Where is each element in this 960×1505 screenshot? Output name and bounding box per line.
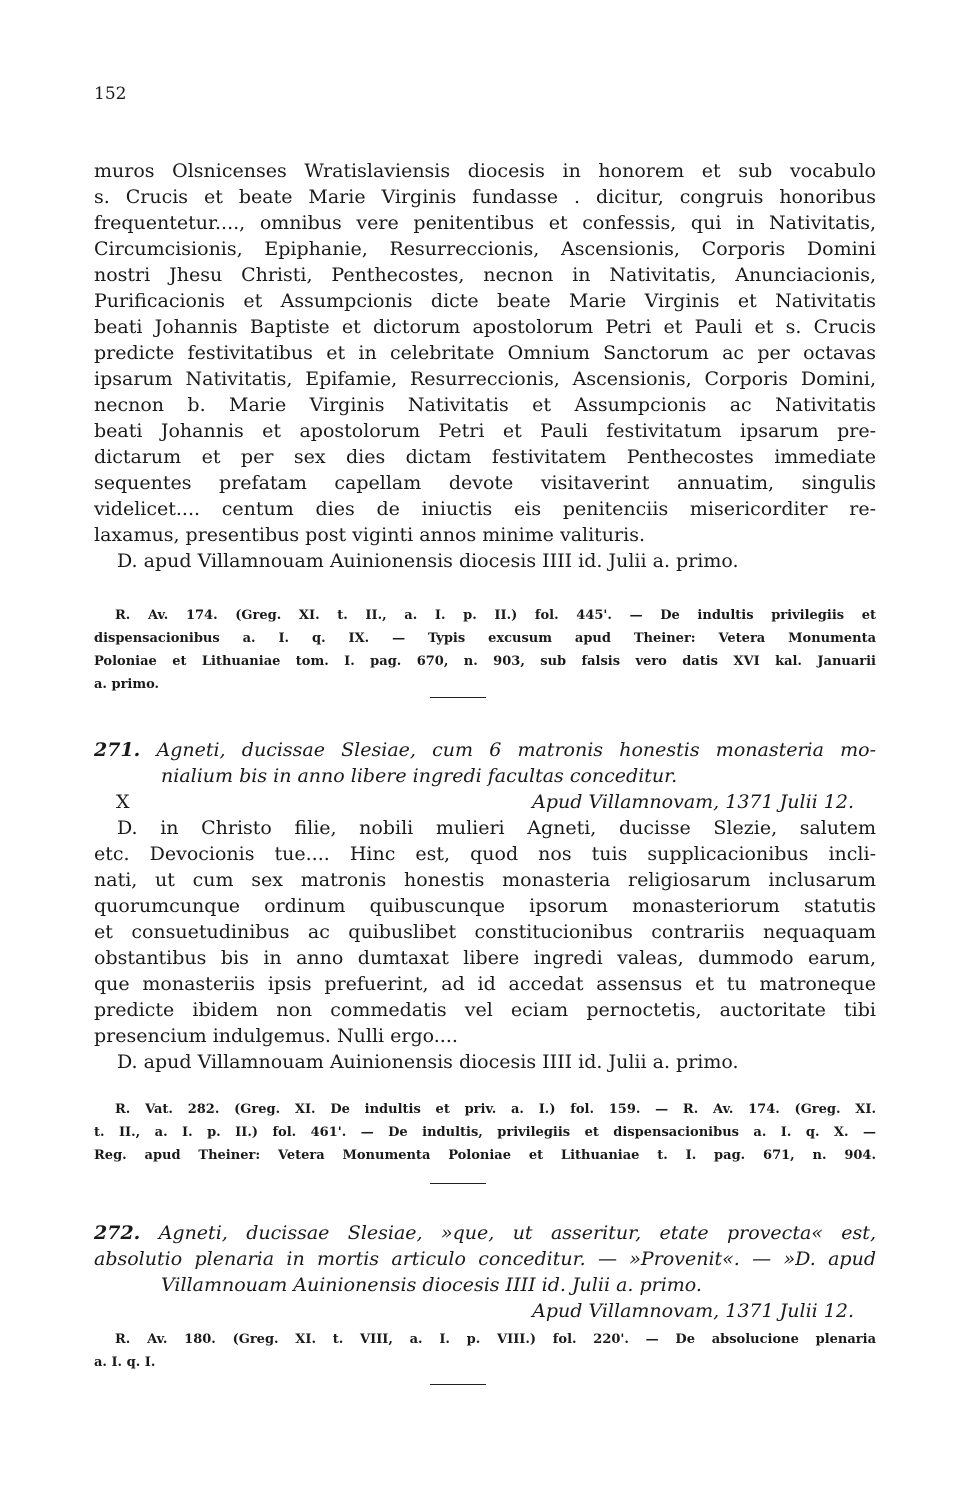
text-line: nati, ut cum sex matronis honestis monasteria religiosarum inclusarum <box>94 869 876 891</box>
text-line: D. in Christo filie, nobili mulieri Agneti, ducisse Slezie, salutem <box>117 817 876 839</box>
text-line: beati Johannis et apostolorum Petri et Pauli festivitatum ipsarum pre- <box>94 420 876 442</box>
note-line: a. primo. <box>94 677 160 692</box>
doc-title-line: Villamnouam Auinionensis diocesis IIII id. Julii a. primo. <box>161 1274 702 1296</box>
text-line: que monasteriis ipsis prefuerint, ad id accedat assensus et tu matroneque <box>94 973 876 995</box>
doc-number: 272. <box>94 1222 141 1244</box>
text-line: predicte ibidem non commedatis vel eciam pernoctetis, auctoritate tibi <box>94 999 876 1021</box>
separator-rule <box>430 1183 486 1184</box>
doc-number: 271. <box>94 739 141 761</box>
intro-notes <box>94 604 876 696</box>
note-line: a. I. q. I. <box>94 1355 156 1370</box>
document-272 <box>94 1220 876 1324</box>
mark-date-line <box>94 789 876 815</box>
doc271-notes <box>94 1098 876 1167</box>
text-line: videlicet.... centum dies de iniuctis eis penitenciis misericorditer re- <box>94 498 876 520</box>
text-line: laxamus, presentibus post viginti annos minime valituris. <box>94 524 645 546</box>
doc-title-text: Agneti, ducissae Slesiae, cum 6 matronis honestis monasteria mo- <box>156 739 876 761</box>
text-line: Circumcisionis, Epiphanie, Resurreccionis, Ascensionis, Corporis Domini <box>94 238 876 260</box>
document-271 <box>94 737 876 1075</box>
doc-title-line: nialium bis in anno libere ingredi facultas conceditur. <box>161 765 678 787</box>
text-line: s. Crucis et beate Marie Virginis fundasse . dicitur, congruis honoribus <box>94 186 876 208</box>
text-line: quorumcunque ordinum quibuscunque ipsorum monasteriorum statutis <box>94 895 876 917</box>
note-line: dispensacionibus a. I. q. IX. — Typis excusum apud Theiner: Vetera Monumenta <box>94 631 876 646</box>
text-line: necnon b. Marie Virginis Nativitatis et Assumpcionis ac Nativitatis <box>94 394 876 416</box>
text-line: muros Olsnicenses Wratislaviensis diocesis in honorem et sub vocabulo <box>94 160 876 182</box>
doc272-notes <box>94 1328 876 1374</box>
page-number: 152 <box>94 84 127 104</box>
text-line: presencium indulgemus. Nulli ergo.... <box>94 1025 458 1047</box>
text-line: et consuetudinibus ac quibuslibet constitucionibus contrariis nequaquam <box>94 921 876 943</box>
dating-line: D. apud Villamnouam Auinionensis diocesis IIII id. Julii a. primo. <box>117 550 739 572</box>
note-line: R. Vat. 282. (Greg. XI. De indultis et priv. a. I.) fol. 159. — R. Av. 174. (Greg. XI. <box>115 1102 876 1117</box>
separator-rule <box>430 697 486 698</box>
doc-title-line <box>94 737 876 763</box>
text-line: Purificacionis et Assumpcionis dicte beate Marie Virginis et Nativitatis <box>94 290 876 312</box>
text-line: sequentes prefatam capellam devote visitaverint annuatim, singulis <box>94 472 876 494</box>
text-line: ipsarum Nativitatis, Epifamie, Resurreccionis, Ascensionis, Corporis Domini, <box>94 368 876 390</box>
text-line: obstantibus bis in anno dumtaxat libere ingredi valeas, dummodo earum, <box>94 947 876 969</box>
doc-title-line <box>94 1220 876 1246</box>
place-date: Apud Villamnovam, 1371 Julii 12. <box>532 1300 854 1322</box>
note-line: R. Av. 174. (Greg. XI. t. II., a. I. p. II.) fol. 445'. — De indultis privilegiis et <box>115 608 876 623</box>
text-line: nostri Jhesu Christi, Penthecostes, necnon in Nativitatis, Anunciacionis, <box>94 264 876 286</box>
place-date: Apud Villamnovam, 1371 Julii 12. <box>532 791 854 813</box>
dating-line: D. apud Villamnouam Auinionensis diocesis IIII id. Julii a. primo. <box>117 1051 739 1073</box>
text-line: predicte festivitatibus et in celebritate Omnium Sanctorum ac per octavas <box>94 342 876 364</box>
note-line: Reg. apud Theiner: Vetera Monumenta Poloniae et Lithuaniae t. I. pag. 671, n. 904. <box>94 1148 876 1163</box>
text-line: beati Johannis Baptiste et dictorum apostolorum Petri et Pauli et s. Crucis <box>94 316 876 338</box>
intro-text <box>94 158 876 574</box>
doc-title-line: absolutio plenaria in mortis articulo conceditur. — »Provenit«. — »D. apud <box>94 1248 876 1270</box>
text-line: frequentetur...., omnibus vere penitentibus et confessis, qui in Nativitatis, <box>94 212 876 234</box>
separator-rule <box>430 1384 486 1385</box>
doc-mark: X <box>116 791 130 813</box>
text-line: dictarum et per sex dies dictam festivitatem Penthecostes immediate <box>94 446 876 468</box>
note-line: t. II., a. I. p. II.) fol. 461'. — De indultis, privilegiis et dispensacionibus a. I. q. X. — <box>94 1125 876 1140</box>
doc-title-text: Agneti, ducissae Slesiae, »que, ut asseritur, etate provecta« est, <box>158 1222 876 1244</box>
note-line: R. Av. 180. (Greg. XI. t. VIII, a. I. p. VIII.) fol. 220'. — De absolucione plenaria <box>115 1332 876 1347</box>
note-line: Poloniae et Lithuaniae tom. I. pag. 670, n. 903, sub falsis vero datis XVI kal. Januarii <box>94 654 876 669</box>
text-line: etc. Devocionis tue.... Hinc est, quod nos tuis supplicacionibus incli- <box>94 843 876 865</box>
